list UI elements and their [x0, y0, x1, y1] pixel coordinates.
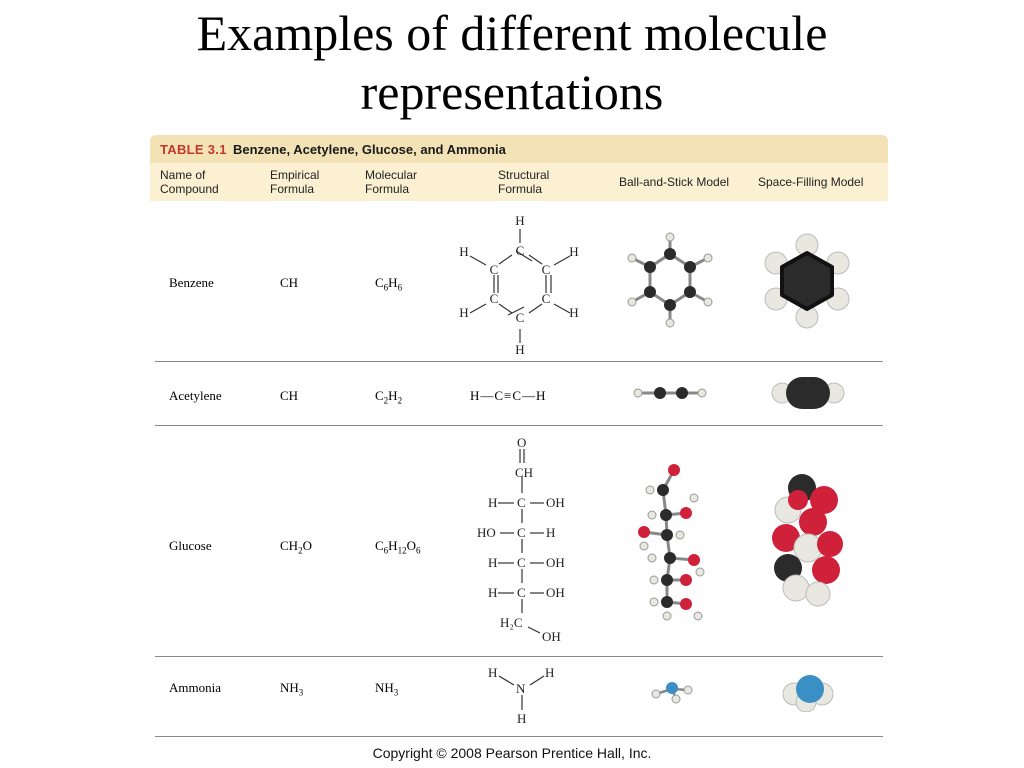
compound-name-benzene: Benzene — [169, 275, 214, 290]
svg-text:OH: OH — [546, 495, 565, 510]
acetylene-ball-stick-model — [630, 383, 710, 403]
col-header-ball-stick: Ball-and-Stick Model — [619, 175, 730, 189]
svg-text:H₂C: H₂C — [500, 615, 523, 630]
svg-text:OH: OH — [546, 585, 565, 600]
atom-label: H — [515, 213, 525, 228]
svg-text:H: H — [546, 525, 556, 540]
atom-label: C — [515, 310, 525, 325]
svg-text:C: C — [517, 555, 526, 570]
molecule-table — [150, 135, 888, 740]
molecular-ammonia: $NH_3$ — [375, 680, 399, 698]
col-header-empirical: Empirical Formula — [270, 168, 320, 196]
atom-label: C — [541, 262, 551, 277]
benzene-ball-stick-model — [620, 227, 720, 337]
svg-text:H: H — [488, 555, 498, 570]
table-caption — [150, 135, 888, 163]
atom-label: H — [569, 244, 579, 259]
row-divider — [155, 425, 883, 426]
svg-text:OH: OH — [546, 555, 565, 570]
atom-label: C — [489, 291, 499, 306]
table-header — [150, 163, 888, 201]
row-divider — [155, 361, 883, 362]
svg-text:O: O — [517, 435, 527, 450]
col-header-space-filling: Space-Filling Model — [758, 175, 864, 189]
empirical-acetylene: CH — [280, 388, 299, 403]
empirical-ammonia: $NH_3$ — [280, 680, 304, 698]
svg-text:H: H — [488, 585, 498, 600]
col-header-structural: Structural Formula — [498, 168, 550, 196]
atom-label: H — [459, 244, 469, 259]
title-line-2: representations — [360, 64, 664, 120]
compound-name-ammonia: Ammonia — [169, 680, 221, 695]
row-divider — [155, 656, 883, 657]
table-number: TABLE 3.1 — [160, 142, 227, 157]
ammonia-space-filling-model — [782, 670, 834, 712]
col-header-molecular: Molecular Formula — [365, 168, 418, 196]
benzene-structural-formula — [450, 211, 590, 356]
svg-text:CH: CH — [515, 465, 534, 480]
molecular-acetylene: $C_2H_2$ — [375, 388, 403, 406]
svg-text:C: C — [517, 525, 526, 540]
atom-label: H — [459, 305, 469, 320]
svg-text:N: N — [516, 681, 526, 696]
ammonia-structural-formula — [480, 665, 570, 730]
svg-text:C: C — [517, 585, 526, 600]
glucose-ball-stick-model — [630, 460, 710, 625]
atom-label: H — [569, 305, 579, 320]
atom-label: H — [515, 342, 525, 356]
empirical-glucose: $CH_2O$ — [280, 538, 312, 556]
glucose-structural-formula — [470, 435, 580, 650]
svg-text:H: H — [517, 711, 527, 726]
glucose-space-filling-model — [768, 470, 848, 610]
svg-text:H: H — [545, 665, 555, 680]
svg-text:H: H — [488, 495, 498, 510]
atom-label: C — [541, 291, 551, 306]
title-line-1: Examples of different molecule — [196, 5, 828, 61]
atom-label: C — [515, 243, 525, 258]
molecular-benzene: $C_6H_6$ — [375, 275, 403, 293]
copyright-notice: Copyright © 2008 Pearson Prentice Hall, Inc. — [372, 745, 652, 761]
compound-name-glucose: Glucose — [169, 538, 212, 553]
slide-title — [0, 4, 1024, 122]
table-title: Benzene, Acetylene, Glucose, and Ammonia — [233, 142, 506, 157]
svg-text:C: C — [517, 495, 526, 510]
empirical-benzene: CH — [280, 275, 299, 290]
acetylene-structural-formula: H—C≡C—H — [470, 388, 547, 403]
col-header-name: Name of Compound — [160, 168, 219, 196]
molecular-glucose: $C_6H_{12}O_6$ — [375, 538, 421, 556]
acetylene-space-filling-model — [770, 375, 846, 411]
svg-text:OH: OH — [542, 629, 561, 644]
compound-name-acetylene: Acetylene — [169, 388, 222, 403]
svg-text:HO: HO — [477, 525, 496, 540]
row-divider — [155, 736, 883, 737]
benzene-space-filling-model — [762, 231, 852, 331]
svg-text:H: H — [488, 665, 498, 680]
ammonia-ball-stick-model — [648, 677, 698, 707]
atom-label: C — [489, 262, 499, 277]
